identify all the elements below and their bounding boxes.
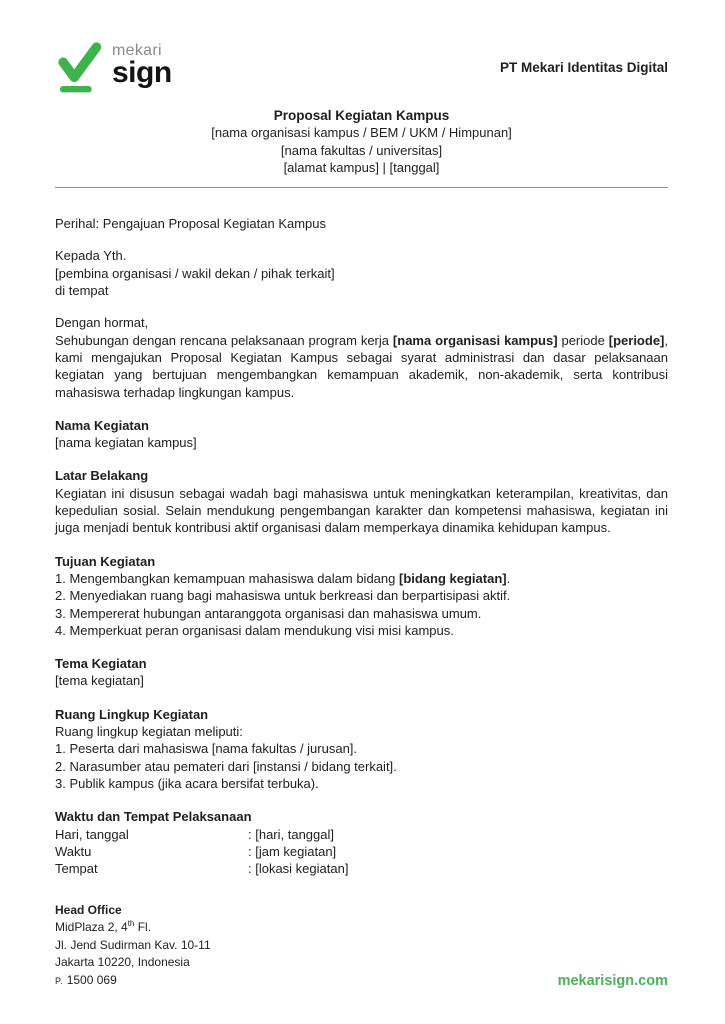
address-line-1-suffix: Fl.: [134, 920, 152, 934]
section-heading-nama-kegiatan: Nama Kegiatan: [55, 417, 149, 433]
letterhead: [55, 40, 668, 94]
opening-text-2: periode: [557, 332, 609, 348]
address-line-1-text: MidPlaza 2, 4: [55, 920, 128, 934]
logo-word-sign: sign: [112, 56, 172, 89]
section-waktu-tempat: [55, 808, 668, 877]
section-heading-ruang-lingkup: Ruang Lingkup Kegiatan: [55, 706, 209, 722]
logo-wordmark: [112, 40, 172, 87]
phone-number: 1500 069: [66, 972, 117, 987]
section-latar-belakang: [55, 467, 668, 536]
waktu-row-hari: [55, 826, 668, 843]
logo-word-mekari: mekari: [112, 42, 162, 59]
waktu-value-tempat: : [lokasi kegiatan]: [248, 861, 349, 877]
ruang-lingkup-intro: Ruang lingkup kegiatan meliputi:: [55, 724, 243, 740]
opening-placeholder-organisasi: [nama organisasi kampus]: [392, 332, 558, 348]
tujuan-item-1: [55, 570, 668, 587]
header-divider: [55, 187, 668, 188]
opening-paragraph: [55, 332, 668, 401]
title-subtitle-organisasi: [nama organisasi kampus / BEM / UKM / Himpunan]: [211, 125, 512, 141]
phone-prefix: P.: [55, 975, 64, 986]
nama-kegiatan-placeholder: [nama kegiatan kampus]: [55, 435, 197, 451]
document-title: Proposal Kegiatan Kampus: [273, 108, 450, 123]
waktu-row-tempat: [55, 860, 668, 877]
waktu-row-waktu: [55, 843, 668, 860]
greeting-line: Dengan hormat,: [55, 315, 149, 331]
opening-placeholder-periode: [periode]: [608, 332, 665, 348]
waktu-value-hari: : [hari, tanggal]: [248, 826, 334, 842]
head-office-block: [55, 902, 211, 991]
opening-block: [55, 314, 668, 400]
company-name: PT Mekari Identitas Digital: [499, 60, 668, 75]
section-nama-kegiatan: [55, 417, 668, 452]
title-subtitle-alamat: [alamat kampus] | [tanggal]: [283, 159, 440, 175]
website-link[interactable]: mekarisign.com: [557, 973, 668, 989]
tujuan-item-1-period: .: [506, 570, 511, 586]
tujuan-item-2: 2. Menyediakan ruang bagi mahasiswa untuk berkreasi dan berpartisipasi aktif.: [55, 588, 511, 604]
section-tema-kegiatan: [55, 655, 668, 690]
ruang-lingkup-item-1: 1. Peserta dari mahasiswa [nama fakultas / jurusan].: [55, 741, 358, 757]
title-block: [55, 107, 668, 176]
address-line-1: [55, 919, 211, 937]
tujuan-item-4: 4. Memperkuat peran organisasi dalam mendukung visi misi kampus.: [55, 622, 454, 638]
subject-line: Perihal: Pengajuan Proposal Kegiatan Kampus: [55, 216, 327, 232]
tujuan-item-1-placeholder: [bidang kegiatan]: [398, 570, 507, 586]
address-line-3: Jakarta 10220, Indonesia: [55, 955, 190, 969]
mekari-sign-logo: [55, 40, 172, 94]
section-ruang-lingkup: [55, 706, 668, 792]
check-icon: [55, 40, 103, 94]
head-office-label: Head Office: [55, 902, 122, 917]
ruang-lingkup-item-3: 3. Publik kampus (jika acara bersifat terbuka).: [55, 775, 319, 791]
letter-body: [55, 215, 668, 877]
waktu-value-waktu: : [jam kegiatan]: [248, 843, 337, 859]
opening-text-3: , kami mengajukan Proposal Kegiatan Kampus sebagai syarat administrasi dan dasar pelaksanaan kegiatan yang bertujuan mengembangkan kemampuan akademik, non-akademik, serta kontribusi mahasiswa terhadap lingkungan kampus.: [55, 332, 669, 400]
ruang-lingkup-item-2: 2. Narasumber atau pemateri dari [instansi / bidang terkait].: [55, 758, 397, 774]
tujuan-item-1-text: 1. Mengembangkan kemampuan mahasiswa dalam bidang: [55, 570, 399, 586]
waktu-label-tempat: Tempat: [55, 861, 98, 877]
section-heading-tema-kegiatan: Tema Kegiatan: [55, 656, 147, 672]
section-heading-waktu-tempat: Waktu dan Tempat Pelaksanaan: [55, 809, 252, 825]
recipient-placeholder: [pembina organisasi / wakil dekan / pihak terkait]: [55, 265, 335, 281]
section-heading-tujuan-kegiatan: Tujuan Kegiatan: [55, 553, 156, 569]
recipient-block: [55, 247, 668, 299]
page-footer: [55, 902, 668, 991]
tujuan-item-3: 3. Mempererat hubungan antaranggota organisasi dan mahasiswa umum.: [55, 605, 482, 621]
section-tujuan-kegiatan: [55, 553, 668, 639]
phone-line: [55, 972, 211, 991]
waktu-label-hari: Hari, tanggal: [55, 826, 129, 842]
latar-belakang-paragraph: Kegiatan ini disusun sebagai wadah bagi mahasiswa untuk meningkatkan keterampilan, kreativitas, dan kepedulian sosial. Selain mendukung pengembangan karakter dan kompetensi mahasiswa, kegiatan ini juga menjadi bentuk kontribusi aktif organisasi dalam memperkaya dinamika kehidupan kampus.: [55, 485, 668, 536]
section-heading-latar-belakang: Latar Belakang: [55, 468, 149, 484]
tema-kegiatan-placeholder: [tema kegiatan]: [55, 673, 144, 689]
opening-text-1: Sehubungan dengan rencana pelaksanaan program kerja: [55, 332, 393, 348]
salutation-to: Kepada Yth.: [55, 248, 127, 264]
recipient-place: di tempat: [55, 283, 109, 299]
address-line-2: Jl. Jend Sudirman Kav. 10-11: [55, 937, 211, 952]
address-line-1-ordinal: th: [127, 919, 135, 928]
waktu-label-waktu: Waktu: [55, 843, 92, 859]
title-subtitle-fakultas: [nama fakultas / universitas]: [280, 142, 443, 158]
